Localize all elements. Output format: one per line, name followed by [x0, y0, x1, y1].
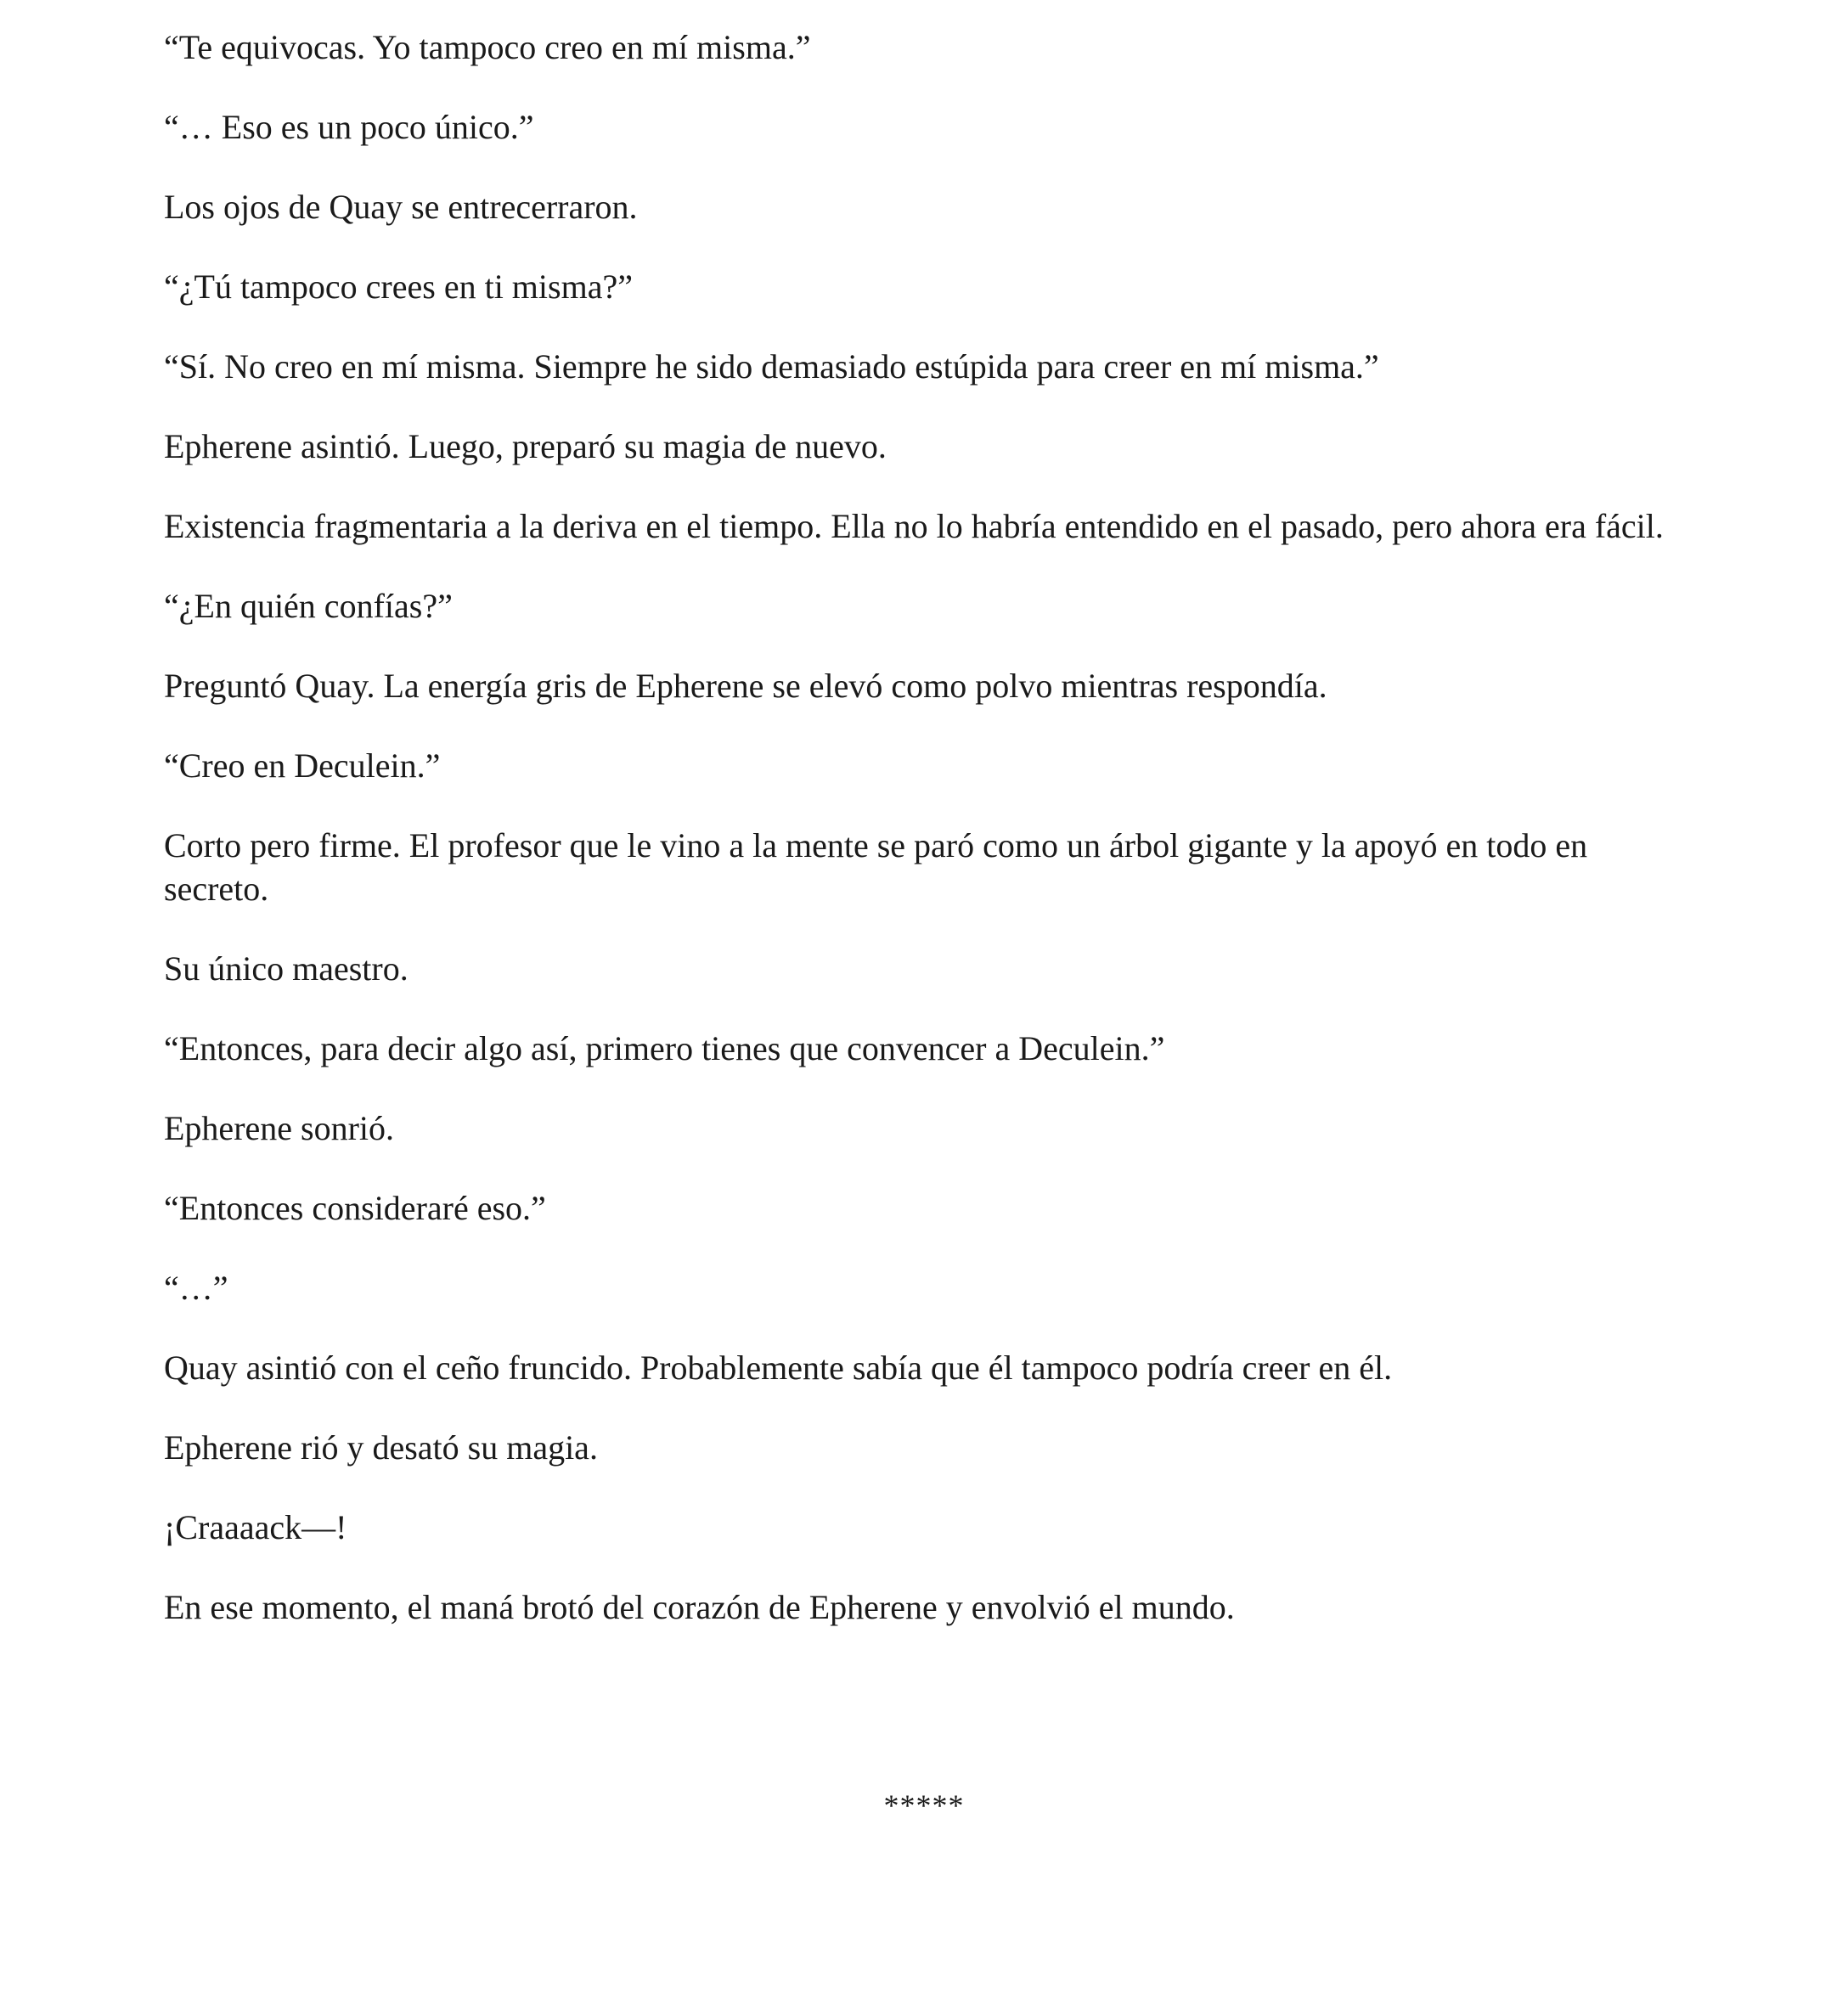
paragraph: Quay asintió con el ceño fruncido. Probablemente sabía que él tampoco podría creer en él. [164, 1349, 1393, 1387]
paragraph: Preguntó Quay. La energía gris de Epherene se elevó como polvo mientras respondía. [164, 667, 1327, 705]
paragraph: Existencia fragmentaria a la deriva en el tiempo. Ella no lo habría entendido en el pasado, pero ahora era fácil. [164, 507, 1664, 545]
paragraph: “¿Tú tampoco crees en ti misma?” [164, 267, 633, 306]
document-body [164, 25, 1693, 1665]
paragraph: “…” [164, 1269, 228, 1307]
paragraph: “… Eso es un poco único.” [164, 108, 534, 146]
paragraph: “Entonces, para decir algo así, primero tienes que convencer a Deculein.” [164, 1029, 1165, 1067]
paragraph: Epherene asintió. Luego, preparó su magia de nuevo. [164, 427, 887, 465]
paragraph: Los ojos de Quay se entrecerraron. [164, 188, 638, 226]
paragraph: Epherene rió y desató su magia. [164, 1428, 598, 1467]
paragraph: “Sí. No creo en mí misma. Siempre he sido demasiado estúpida para creer en mí misma.” [164, 347, 1379, 386]
paragraph: “Creo en Deculein.” [164, 746, 441, 785]
section-separator: ***** [883, 1788, 965, 1822]
paragraph: Epherene sonrió. [164, 1109, 395, 1147]
paragraph: En ese momento, el maná brotó del corazón de Epherene y envolvió el mundo. [164, 1588, 1235, 1626]
paragraph: “Te equivocas. Yo tampoco creo en mí misma.” [164, 28, 811, 66]
paragraph: “¿En quién confías?” [164, 587, 453, 625]
paragraph: Corto pero firme. El profesor que le vino a la mente se paró como un árbol gigante y la apoyó en todo en secreto. [164, 826, 1588, 908]
paragraph: “Entonces consideraré eso.” [164, 1189, 546, 1227]
paragraph: Su único maestro. [164, 949, 408, 988]
paragraph: ¡Craaaack—! [164, 1508, 347, 1546]
